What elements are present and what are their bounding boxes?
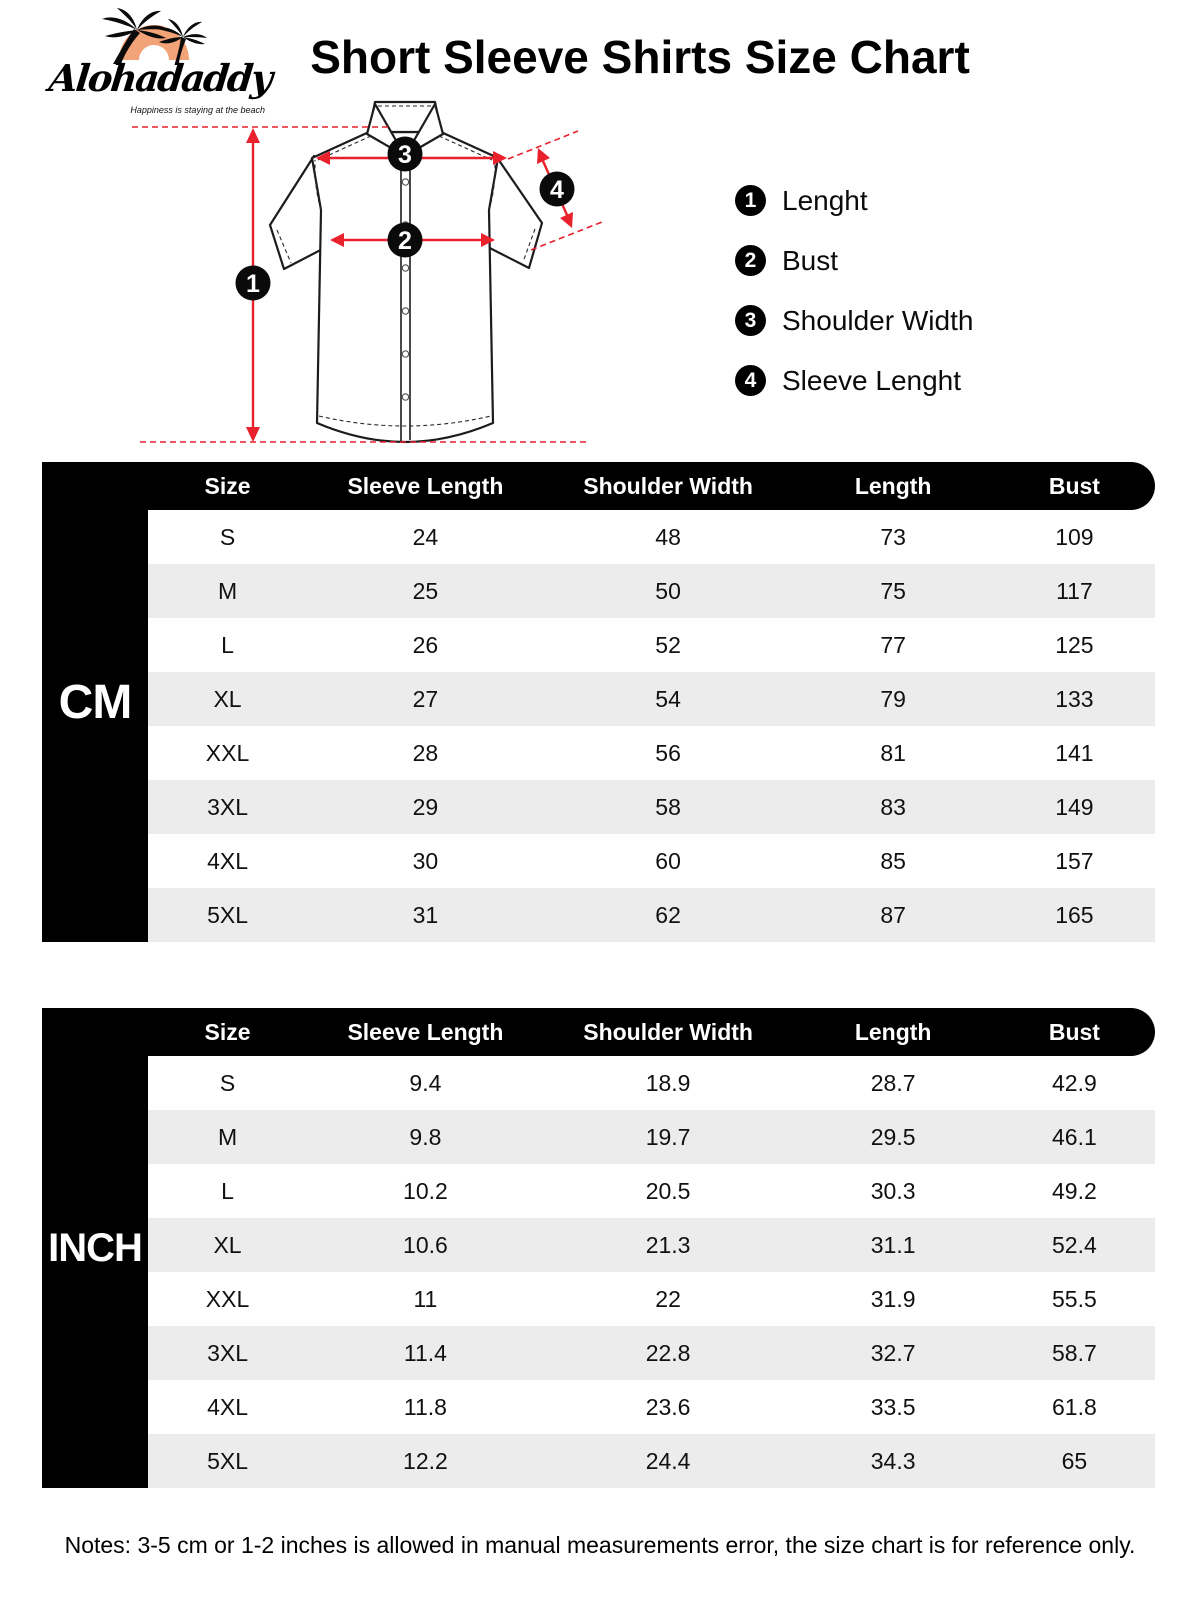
value-cell: 56 — [655, 739, 681, 766]
value-cell: 165 — [1055, 901, 1094, 928]
value-cell: 12.2 — [403, 1447, 448, 1474]
value-cell: 49.2 — [1052, 1177, 1097, 1204]
value-cell: 23.6 — [645, 1393, 691, 1420]
column-header: Sleeve Length — [347, 1018, 504, 1045]
value-cell: 28 — [412, 739, 439, 766]
value-cell: 18.9 — [645, 1069, 691, 1096]
size-cell: XXL — [205, 739, 250, 766]
legend-label: Lenght — [782, 184, 868, 216]
value-cell: 9.8 — [409, 1123, 442, 1150]
size-cell: L — [221, 1177, 234, 1204]
legend-label: Shoulder Width — [782, 304, 974, 336]
value-cell: 11.4 — [403, 1339, 447, 1366]
column-header: Sleeve Length — [347, 472, 504, 499]
value-cell: 149 — [1055, 793, 1094, 820]
value-cell: 79 — [880, 685, 906, 712]
value-cell: 26 — [412, 631, 439, 658]
value-cell: 32.7 — [870, 1339, 916, 1366]
column-header: Bust — [1048, 472, 1100, 499]
shirt-diagram — [110, 90, 630, 460]
value-cell: 31 — [412, 901, 439, 928]
unit-label-inch: INCH — [42, 1008, 148, 1488]
svg-text:2: 2 — [398, 227, 412, 255]
table-row — [148, 1164, 1155, 1218]
value-cell: 54 — [655, 685, 681, 712]
table-row — [148, 1056, 1155, 1110]
value-cell: 28.7 — [870, 1069, 916, 1096]
table-row — [148, 1326, 1155, 1380]
svg-text:1: 1 — [246, 270, 260, 298]
value-cell: 10.2 — [403, 1177, 448, 1204]
legend-item-length — [735, 185, 973, 216]
value-cell: 77 — [880, 631, 906, 658]
size-cell: S — [219, 1069, 236, 1096]
table-row — [148, 1218, 1155, 1272]
value-cell: 25 — [412, 577, 439, 604]
value-cell: 29.5 — [870, 1123, 916, 1150]
value-cell: 85 — [880, 847, 906, 874]
table-header-row — [148, 1008, 1155, 1056]
column-header: Size — [204, 1018, 251, 1045]
value-cell: 27 — [412, 685, 439, 712]
value-cell: 48 — [655, 523, 681, 550]
marker-4-icon — [540, 172, 575, 207]
value-cell: 10.6 — [403, 1231, 448, 1258]
value-cell: 19.7 — [645, 1123, 691, 1150]
value-cell: 109 — [1055, 523, 1094, 550]
value-cell: 33.5 — [870, 1393, 916, 1420]
table-row — [148, 1380, 1155, 1434]
value-cell: 11 — [413, 1285, 438, 1312]
value-cell: 52.4 — [1052, 1231, 1097, 1258]
legend-item-shoulder-width — [735, 305, 973, 336]
column-header: Bust — [1048, 1018, 1100, 1045]
size-cell: XL — [213, 1231, 242, 1258]
size-cell: XXL — [205, 1285, 250, 1312]
table-row — [148, 888, 1155, 942]
legend-label: Bust — [782, 244, 839, 276]
number-1-icon: 1 — [735, 185, 766, 216]
value-cell: 52 — [655, 631, 681, 658]
table-row — [148, 726, 1155, 780]
brand-name: Alohadaddy — [46, 56, 274, 100]
legend-item-sleeve-length — [735, 365, 973, 396]
value-cell: 83 — [880, 793, 906, 820]
legend-item-bust — [735, 245, 973, 276]
size-cell: XL — [213, 685, 242, 712]
size-cell: L — [221, 631, 234, 658]
table-row — [148, 672, 1155, 726]
column-header: Size — [204, 472, 251, 499]
size-cell: 3XL — [207, 793, 249, 820]
size-cell: 5XL — [207, 1447, 249, 1474]
size-cell: 4XL — [207, 847, 249, 874]
value-cell: 73 — [880, 523, 906, 550]
value-cell: 31.9 — [870, 1285, 916, 1312]
svg-text:4: 4 — [550, 176, 564, 204]
unit-label-cm: CM — [42, 462, 148, 942]
size-cell: 5XL — [207, 901, 249, 928]
table-row — [148, 564, 1155, 618]
value-cell: 58 — [655, 793, 681, 820]
measurement-diagram — [0, 90, 1200, 465]
size-cell: S — [219, 523, 236, 550]
value-cell: 30.3 — [870, 1177, 916, 1204]
value-cell: 20.5 — [645, 1177, 691, 1204]
value-cell: 117 — [1056, 577, 1093, 604]
measurement-legend — [735, 185, 973, 396]
measurement-note: Notes: 3-5 cm or 1-2 inches is allowed in manual measurements error, the size chart is for reference only. — [64, 1532, 1136, 1558]
column-header: Length — [854, 1018, 932, 1045]
value-cell: 62 — [655, 901, 681, 928]
value-cell: 141 — [1055, 739, 1094, 766]
value-cell: 60 — [655, 847, 681, 874]
value-cell: 61.8 — [1052, 1393, 1097, 1420]
marker-3-icon — [388, 137, 423, 172]
size-table-cm — [42, 462, 1155, 942]
value-cell: 58.7 — [1052, 1339, 1097, 1366]
value-cell: 42.9 — [1052, 1069, 1097, 1096]
marker-1-icon — [236, 266, 271, 301]
size-table-inch — [42, 1008, 1155, 1488]
marker-2-icon — [388, 223, 423, 258]
size-cell: 3XL — [207, 1339, 249, 1366]
number-2-icon: 2 — [735, 245, 766, 276]
table-row — [148, 834, 1155, 888]
column-header: Shoulder Width — [583, 472, 753, 499]
value-cell: 22.8 — [645, 1339, 691, 1366]
value-cell: 55.5 — [1052, 1285, 1097, 1312]
value-cell: 50 — [655, 577, 681, 604]
table-row — [148, 618, 1155, 672]
value-cell: 9.4 — [409, 1069, 442, 1096]
value-cell: 34.3 — [870, 1447, 916, 1474]
value-cell: 21.3 — [645, 1231, 691, 1258]
legend-label: Sleeve Lenght — [782, 364, 962, 396]
value-cell: 65 — [1061, 1447, 1088, 1474]
svg-text:3: 3 — [398, 141, 412, 169]
column-header: Shoulder Width — [583, 1018, 753, 1045]
table-row — [148, 1272, 1155, 1326]
table-row — [148, 510, 1155, 564]
table-row — [148, 1110, 1155, 1164]
value-cell: 22 — [655, 1285, 681, 1312]
value-cell: 24 — [412, 523, 439, 550]
value-cell: 81 — [880, 739, 906, 766]
size-cell: 4XL — [207, 1393, 249, 1420]
value-cell: 30 — [412, 847, 439, 874]
value-cell: 87 — [880, 901, 906, 928]
number-4-icon: 4 — [735, 365, 766, 396]
page-title: Short Sleeve Shirts Size Chart — [310, 31, 970, 83]
table-body — [148, 510, 1155, 942]
value-cell: 157 — [1055, 847, 1094, 874]
table-row — [148, 780, 1155, 834]
value-cell: 29 — [412, 793, 439, 820]
size-cell: M — [217, 1123, 238, 1150]
value-cell: 133 — [1055, 685, 1094, 712]
value-cell: 11.8 — [403, 1393, 447, 1420]
brand-tagline: Happiness is staying at the beach — [130, 105, 265, 115]
table-row — [148, 1434, 1155, 1488]
value-cell: 46.1 — [1052, 1123, 1097, 1150]
value-cell: 125 — [1055, 631, 1094, 658]
value-cell: 75 — [880, 577, 906, 604]
column-header: Length — [854, 472, 932, 499]
number-3-icon: 3 — [735, 305, 766, 336]
value-cell: 31.1 — [870, 1231, 916, 1258]
table-body — [148, 1056, 1155, 1488]
size-cell: M — [217, 577, 238, 604]
table-header-row — [148, 462, 1155, 510]
value-cell: 24.4 — [645, 1447, 691, 1474]
